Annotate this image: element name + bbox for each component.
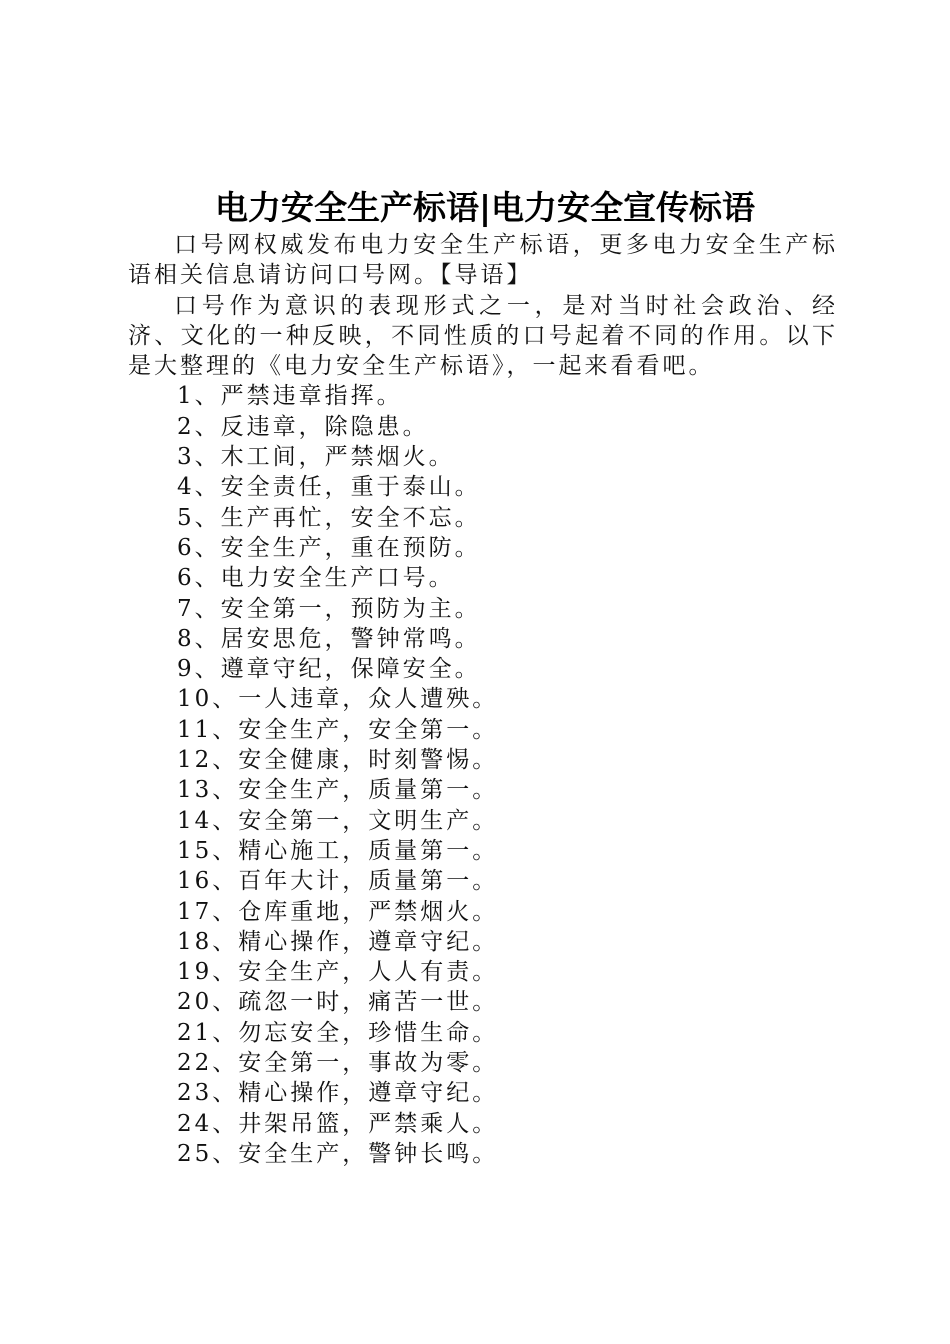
- slogan-item: 3、木工间，严禁烟火。: [177, 444, 455, 471]
- slogan-item: 14、安全第一，文明生产。: [177, 807, 499, 834]
- slogan-item: 2、反违章，除隐患。: [177, 413, 429, 440]
- slogan-item: 8、居安思危，警钟常鸣。: [177, 625, 481, 652]
- slogan-item: 7、安全第一，预防为主。: [177, 595, 481, 622]
- slogan-item: 25、安全生产，警钟长鸣。: [177, 1140, 499, 1167]
- slogan-item: 19、安全生产，人人有责。: [177, 959, 499, 986]
- slogan-item: 11、安全生产，安全第一。: [177, 716, 499, 743]
- slogan-item: 6、安全生产，重在预防。: [177, 534, 481, 561]
- slogan-item: 21、勿忘安全，珍惜生命。: [177, 1019, 499, 1046]
- slogan-item: 17、仓库重地，严禁烟火。: [177, 898, 499, 925]
- slogan-item: 15、精心施工，质量第一。: [177, 837, 499, 864]
- slogan-item: 9、遵章守纪，保障安全。: [177, 656, 481, 683]
- slogan-item: 16、百年大计，质量第一。: [177, 868, 499, 895]
- intro-paragraph-2: 口号作为意识的表现形式之一，是对当时社会政治、经济、文化的一种反映，不同性质的口号起着不同的作用。以下是大整理的《电力安全生产标语》，一起来看看吧。: [128, 292, 838, 380]
- slogan-item: 1、严禁违章指挥。: [177, 383, 403, 410]
- slogan-item: 10、一人违章，众人遭殃。: [177, 686, 499, 713]
- slogan-item: 13、安全生产，质量第一。: [177, 777, 499, 804]
- slogan-item: 4、安全责任，重于泰山。: [177, 474, 481, 501]
- slogan-item: 22、安全第一，事故为零。: [177, 1050, 499, 1077]
- slogan-item: 24、井架吊篮，严禁乘人。: [177, 1110, 499, 1137]
- slogan-list: [128, 381, 838, 1169]
- slogan-item: 12、安全健康，时刻警惕。: [177, 747, 499, 774]
- slogan-item: 18、精心操作，遵章守纪。: [177, 928, 499, 955]
- document-page: [128, 186, 838, 1169]
- slogan-item: 23、精心操作，遵章守纪。: [177, 1080, 499, 1107]
- slogan-item: 5、生产再忙，安全不忘。: [177, 504, 481, 531]
- intro-paragraph-1: 口号网权威发布电力安全生产标语，更多电力安全生产标语相关信息请访问口号网。【导语】: [128, 232, 838, 289]
- document-title: 电力安全生产标语|电力安全宣传标语: [214, 188, 756, 227]
- slogan-item: 20、疏忽一时，痛苦一世。: [177, 989, 499, 1016]
- slogan-item: 6、电力安全生产口号。: [177, 565, 455, 592]
